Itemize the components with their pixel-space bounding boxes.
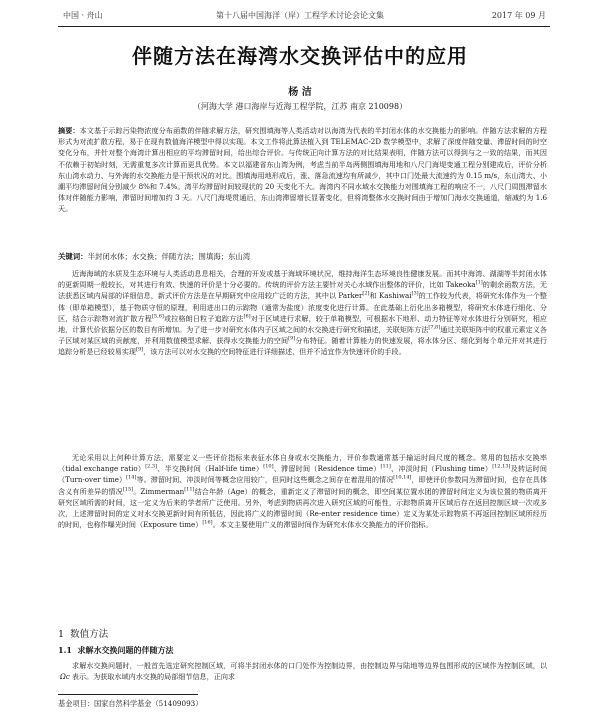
method-paragraph (58, 660, 547, 683)
citation: [5,6] (151, 313, 164, 320)
citation: [2,3] (145, 463, 158, 470)
funding-footnote: 基金项目：国家自然科学基金（51409093） (58, 699, 203, 708)
header-location: 中国 · 舟山 (63, 11, 103, 20)
p3-text-b: 表示。为获取水域内水交换的局部细节信息，正向求 (71, 672, 236, 682)
header-proceedings: 第十八届中国海洋（岸）工程学术讨论会论文集 (216, 11, 384, 20)
p1-text-f: 对于区域进行求解，较于单箱模型，可根据水下地形、动力特征等对水体进行分别研究，相应地，计算代价依据分区的数目有所增加。为了进一步对研究水体内子区域之间的水交换进行研究和描述，关联矩阵方法 (58, 313, 547, 335)
citation: [12,13] (492, 463, 511, 470)
citation: [7,8] (428, 324, 441, 331)
intro-paragraph-1 (58, 268, 547, 450)
citation: [10] (263, 463, 274, 470)
header-date: 2017 年 09 月 (491, 11, 546, 20)
keywords (58, 251, 547, 263)
p2-text-d: 、冲淡时间（Flushing time） (390, 464, 493, 474)
subsection-number: 1.1 (58, 645, 72, 655)
subsection-heading (58, 645, 174, 656)
citation: [3] (411, 291, 419, 298)
p2-text-f: 等。滞留时间、冲淡时间等概念应用较广，但同时这些概念之间存在着混用的情况 (136, 475, 394, 485)
abstract-label: 摘要： (58, 126, 80, 135)
p2-text-g: ，即使评价参数同为滞留时间，也存在具体含义有所差异的情况 (58, 475, 547, 496)
p1-text-b: 的剩余函数方法，无法获悉区域内局部的详细信息，新式评价方法是在早期研究中应用较广泛的方法，其中以 Parker (58, 280, 547, 301)
citation: [11] (184, 486, 195, 493)
citation: [14] (126, 475, 137, 482)
citation: [2] (362, 291, 370, 298)
citation: [10,14] (393, 475, 412, 482)
subsection-title: 求解水交换问题的伴随方法 (77, 645, 174, 655)
section-title: 数值方法 (70, 629, 109, 640)
p3-text-a: 求解水交换问题时，一般首先选定研究控制区域，可将半封闭水体的口门处作为控制边界，由控制边界与陆地等边界包围形成的区域作为控制区域，以 (72, 661, 547, 670)
citation: [11] (380, 463, 391, 470)
footnote-rule (58, 694, 198, 695)
abstract (58, 125, 547, 249)
p1-text-c: 和 Kashiwai (369, 291, 412, 301)
section-number: 1 (58, 629, 65, 640)
paper-title: 伴随方法在海湾水交换评估中的应用 (132, 44, 468, 68)
citation: [16] (202, 519, 213, 526)
section-heading (58, 626, 108, 640)
citation: [6] (243, 313, 251, 320)
p1-text-h: 分布特征。随着计算能力的快速发展，将水体分区、细化到每个单元并对其进行追踪分析是已经较易实现 (58, 336, 547, 357)
citation: [15] (122, 486, 134, 493)
author-affiliation: （河海大学 港口海岸与近海工程学院，江苏 南京 210098） (192, 102, 408, 111)
header-rule (58, 26, 550, 27)
p2-text-e: 及转运时间（Turn-over time） (58, 464, 547, 485)
p1-text-i: ，该方法可以对水交换的空间特征进行详细描述，但并不适宜作为快速评价的手段。 (143, 347, 406, 357)
p2-text-b: 、半交换时间（Half-life time） (157, 464, 264, 474)
intro-paragraph-2 (58, 452, 547, 624)
p2-text-h: 。Zimmerman (133, 486, 185, 496)
keywords-text: 半封闭水体；水交换；伴随方法；围填海；东山湾 (87, 252, 251, 261)
control-region-symbol: Ωc (60, 672, 70, 682)
citation: [9] (136, 347, 144, 354)
p2-text-c: 、滞留时间（Residence time） (273, 464, 381, 474)
p2-text-a: 无论采用以上何种计算方法，需要定义一些评价指标来表征水体自身或水交换能力，评价参数通常基于输运时间尺度的概念。常用的包括水交换率（tidal exchange ratio） (58, 453, 547, 474)
citation: [9] (288, 335, 296, 342)
p1-text-g: 通过关联矩阵中的权重元素定义各子区域对某区域的贡献度，并利用数值模型求解、获得水交换能力的空间 (58, 325, 547, 346)
p2-text-j: 。本文主要使用广义的滞留时间作为研究水体水交换能力的评价指标。 (212, 520, 433, 530)
p1-text-a: 近海海域的水质及生态环境与人类活动息息相关，合理的开发或基于海域环境状况，维持海洋生态环境良性健康发展。而其中海湾、湖湖等半封闭水体的更新周期一般较长，对其进行有效、快速的评价是十分必要的。传统的评价方法主要针对关心水域作出整体的评价，比如 Takeoka (58, 269, 547, 290)
keywords-label: 关键词： (58, 252, 88, 261)
p2-text-i: 结合年龄（Age）的概念，重新定义了滞留时间的概念，即空间某位置水团的滞留时间定义为该位置的物质离开研究区域所需的时间，这一定义为后来的学者所广泛使用。另外，考虑到物质再次进入研究区域的可能性，示踪物质离开区域后存在返回控制区域一次或多次，上述滞留时间的定义对水交换更新时间有所低估，因此将广义的滞留时间（Re-enter residence time）定义为某处示踪物质不再返回控制区域所经历的时间，也称作曝光时间（Exposure time） (58, 486, 547, 530)
author-name: 杨 洁 (288, 87, 312, 98)
p1-text-e: 或拉格朗日粒子追踪方法 (163, 313, 244, 323)
abstract-text: 本文基于示踪污染物浓度分布函数的伴随求解方法，研究围填海等人类活动对以海湾为代表的半封闭水体的水交换能力的影响。伴随方法求解的方程形式为对流扩散方程，易于在现有数值海洋模型中得以实现。本文工作将此算法植入到 TELEMAC-2D 数学模型中，求解了深度伴随变量、滞留时间的时空变化分布，并针对整个海湾计算出相应的平均滞留时间，给出综合评价。与传统正向计算方法的对比结果表明，伴随方法可以得到与之一致的结果，而其因不依赖于初始时刻，无需重复多次计算而更具优势。本文以福建省东山湾为例，考虑当前半岛两侧围填海用地和八尺门海堤变通工程分别建成后，评价分析东山湾水动力、与外海的水交换能力是干预状况的对比。围填海用地形成后，涨、落急流速均有所减少，其中口门处最大流速约为 0.15 m/s，东山湾大、小潮平均滞留时间分别减少 8%和 7.4%。湾平均滞留时间较现状的 20 天变化不大。海湾内不同水域水交换能力对围填海工程的响应不一，八尺门周围滞留水体对伴随能力影响，滞留时间增加约 3 天。八尺门海堤贯通后，东山湾滞留增长显著变化，但将湾整体水交换时间由于增加门海水交换通道，缩减约为 1.6 天。 (58, 126, 547, 214)
citation: [1] (475, 279, 483, 286)
p1-text-d: 的工作较为代表，将研究水体作为一个整体（即单箱模型），基于物质守恒的原理，利用进出口的示踪物（通常为盐度）浓度变化进行计算。在此基础上衍化出多箱模型，将研究水体进行细化、分区，结合示踪物对流扩散方程 (58, 291, 547, 323)
